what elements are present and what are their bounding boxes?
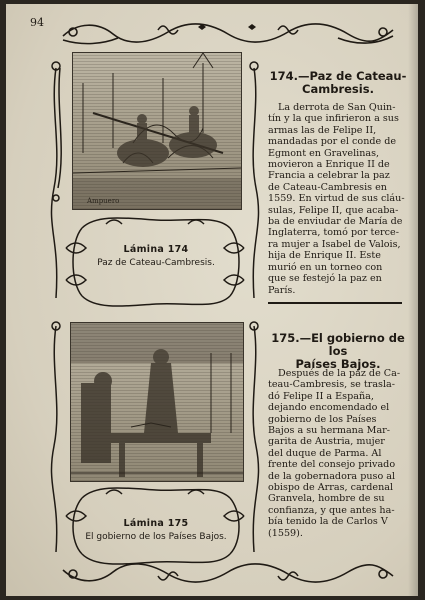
- text-line: Inglaterra, tomó por terce-: [268, 227, 399, 239]
- book-page: [6, 4, 418, 596]
- text-line: del duque de Parma. Al: [268, 447, 382, 459]
- text-line: mandadas por el conde de: [268, 136, 397, 148]
- plate-175-caption: El gobierno de los Países Bajos.: [85, 532, 227, 542]
- section-174-title-line2: Cambresis.: [302, 82, 374, 96]
- bottom-ornament: [58, 558, 398, 588]
- page-edge-shadow: [408, 4, 418, 596]
- text-line: que se festejó la paz en: [268, 273, 382, 285]
- text-line: ra mujer a Isabel de Valois,: [268, 238, 401, 250]
- plate-174-title: Lámina 174: [123, 244, 189, 255]
- plate-175-title: Lámina 175: [123, 518, 189, 529]
- council-scene-illustration: [71, 323, 243, 481]
- text-line: hija de Enrique II. Este: [268, 250, 381, 262]
- text-line: movieron a Enrique II de: [268, 159, 390, 171]
- text-line: 1559. En virtud de sus cláu-: [268, 193, 405, 205]
- section-175-title-line1: 175.—El gobierno de los: [271, 331, 405, 358]
- section-divider-rule: [268, 302, 402, 304]
- section-175-body: [268, 368, 408, 539]
- text-line: bía tenido la de Carlos V: [268, 516, 388, 528]
- text-line: París.: [268, 284, 296, 296]
- text-line: teau-Cambresis, se trasla-: [268, 379, 396, 391]
- plate-174-engraving: [72, 52, 242, 210]
- section-175-title: [268, 332, 408, 371]
- text-line: Bajos a su hermana Mar-: [268, 425, 390, 437]
- text-line: de Cateau-Cambresis en: [268, 181, 387, 193]
- text-line: gobierno de los Países: [268, 413, 377, 425]
- text-line: Granvela, hombre de su: [268, 493, 385, 505]
- section-174-title-line1: 174.—Paz de Cateau-: [269, 69, 407, 83]
- text-line: Después de la paz de Ca-: [278, 368, 401, 379]
- text-line: dó Felipe II a España,: [268, 390, 374, 402]
- engraver-signature: Ampuero: [87, 197, 120, 205]
- text-line: sulas, Felipe II, que acaba-: [268, 204, 399, 216]
- text-line: garita de Austria, mujer: [268, 436, 385, 448]
- section-175-title-line2: Países Bajos.: [295, 357, 381, 371]
- text-line: Francia a celebrar la paz: [268, 170, 390, 182]
- text-line: Egmont en Gravelinas,: [268, 147, 380, 159]
- plate-175-engraving: [70, 322, 244, 482]
- text-line: dejando encomendado el: [268, 402, 390, 414]
- text-line: obispo de Arras, cardenal: [268, 482, 394, 494]
- text-line: de la gobernadora puso al: [268, 470, 396, 482]
- page-number: 94: [30, 16, 44, 29]
- text-line: La derrota de San Quin-: [278, 102, 396, 113]
- text-line: frente del consejo privado: [268, 459, 396, 471]
- text-line: tín y la que infirieron a sus: [268, 113, 399, 125]
- text-line: ba de enviudar de María de: [268, 216, 403, 228]
- section-174-body: [268, 102, 408, 296]
- text-line: (1559).: [268, 527, 303, 539]
- text-line: armas las de Felipe II,: [268, 124, 377, 136]
- text-line: murió en un torneo con: [268, 261, 383, 273]
- plate-174-caption: Paz de Cateau-Cambresis.: [97, 258, 215, 268]
- jousting-scene-illustration: [73, 53, 241, 209]
- section-174-title: [268, 70, 408, 96]
- text-line: confianza, y que antes ha-: [268, 504, 395, 516]
- top-ornament: [58, 18, 398, 48]
